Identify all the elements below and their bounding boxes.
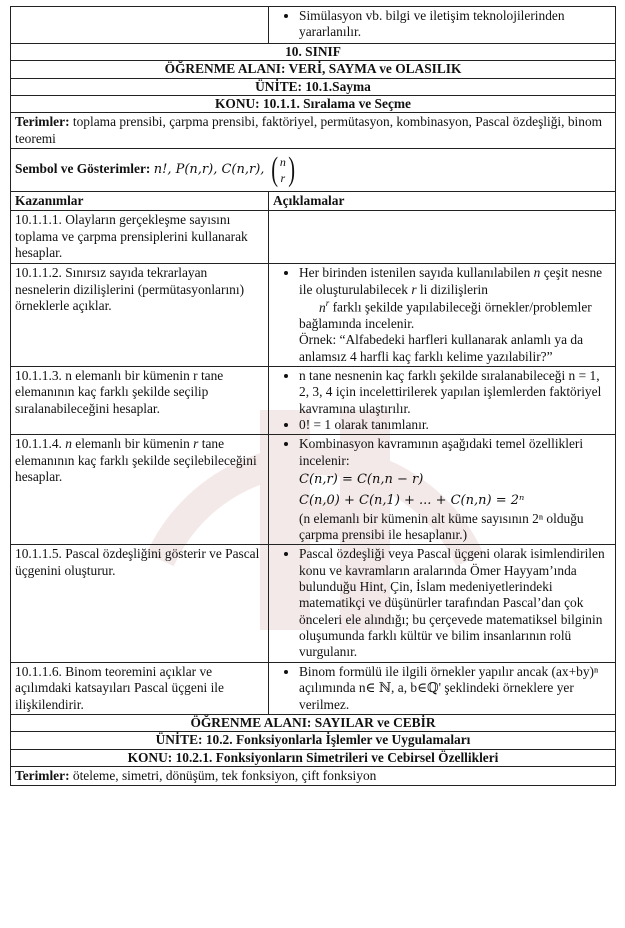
- terms-label: Terimler:: [15, 767, 70, 783]
- bullet-item: • n tane nesnenin kaç farklı şekilde sıralanabileceği n = 1, 2, 3, 4 için incelettirilerek yapılan işlemlerden faktöriyel kavramına ulaştırılır.: [299, 368, 611, 417]
- topic-heading: KONU: 10.2.1. Fonksiyonların Simetrileri ve Cebirsel Özellikleri: [11, 749, 616, 766]
- formula-sum: C(n,0) + C(n,1) + ... + C(n,n) = 2ⁿ: [299, 492, 525, 508]
- column-header-row: [11, 192, 616, 211]
- symbols-expression: n!, P(n,r), C(n,r),: [153, 162, 269, 178]
- bullet-item: • Pascal özdeşliği veya Pascal üçgeni olarak isimlendirilen konu ve kavramların aralarında Ömer Hayyam’ında bulunduğu Hint, Çin, İslam medeniyetlerindeki matematikçi ve düşünürler tarafından Pascal’dan çok önceleri ele alındığı; bu çerçevede matematiksel bilginin oluşumunda farklı kültür ve bilim insanlarının rolü vurgulanır.: [299, 546, 611, 660]
- outcome-cell: 10.1.1.4. n elemanlı bir kümenin r tane elemanının kaç farklı şekilde seçilebileceğini hesaplar.: [11, 435, 269, 545]
- table-row: [11, 435, 616, 545]
- terms-row: [11, 766, 616, 785]
- header-aciklamalar: Açıklamalar: [273, 193, 345, 209]
- formula-note: (n elemanlı bir kümenin alt küme sayısının 2ⁿ olduğu çarpma prensibi ile hesaplanır.): [299, 510, 584, 543]
- bullet-item: • Binom formülü ile ilgili örnekler yapılır ancak (ax+by)ⁿ açılımında n∈ ℕ, a, b∈ℚ' şeklindeki örneklere yer verilmez.: [299, 664, 611, 713]
- table-row: [11, 366, 616, 434]
- bullet-item: • Her birinden istenilen sayıda kullanılabilen n çeşit nesne ile oluşturulabilecek r li dizilişlerin $n^r$ farklı şekilde yapılabileceği örnekler/problemler bağlamında incelenir. Örnek: “Alfabedeki harfleri kullanarak anlamlı ya da anlamsız 4 harfli kaç farklı kelime yazılabilir?”: [299, 265, 611, 365]
- terms-label: Terimler:: [15, 114, 70, 130]
- continuation-row: [11, 7, 616, 44]
- curriculum-table: [10, 6, 616, 786]
- binomial-symbol: ( n r ): [270, 151, 295, 189]
- formula-symmetry: C(n,r) = C(n,n − r): [299, 472, 424, 487]
- header-kazanimlar: Kazanımlar: [15, 193, 84, 209]
- bullet-item: • 0! = 1 olarak tanımlanır.: [299, 417, 611, 433]
- outcome-cell: 10.1.1.5. Pascal özdeşliğini gösterir ve Pascal üçgenini oluşturur.: [11, 545, 269, 662]
- outcome-cell: 10.1.1.6. Binom teoremini açıklar ve açılımdaki katsayıları Pascal üçgeni ile ilişkilendirir.: [11, 662, 269, 714]
- table-row: [11, 211, 616, 264]
- symbols-row: [11, 149, 616, 192]
- terms-row: [11, 113, 616, 149]
- bullet-item: • Kombinasyon kavramının aşağıdaki temel özellikleri incelenir: C(n,r) = C(n,n − r) C(n,0) + C(n,1) + ... + C(n,n) = 2ⁿ (n elemanlı bir kümenin alt küme sayısının 2ⁿ olduğu çarpma prensibi ile hesaplanır.): [299, 436, 611, 543]
- terms-text: toplama prensibi, çarpma prensibi, faktöriyel, permütasyon, kombinasyon, Pascal özdeşliği, binom teoremi: [15, 114, 603, 146]
- topic-heading: KONU: 10.1.1. Sıralama ve Seçme: [11, 96, 616, 113]
- learning-area-heading: ÖĞRENME ALANI: VERİ, SAYMA ve OLASILIK: [11, 61, 616, 78]
- unit-heading: ÜNİTE: 10.1.Sayma: [11, 78, 616, 95]
- learning-area-heading: ÖĞRENME ALANI: SAYILAR ve CEBİR: [11, 714, 616, 731]
- table-row: [11, 264, 616, 367]
- bullet-item: • Simülasyon vb. bilgi ve iletişim teknolojilerinden yararlanılır.: [299, 8, 611, 41]
- terms-text: öteleme, simetri, dönüşüm, tek fonksiyon, çift fonksiyon: [69, 767, 377, 783]
- table-row: [11, 662, 616, 714]
- outcome-cell: 10.1.1.2. Sınırsız sayıda tekrarlayan nesnelerin dizilişlerini (permütasyonlarını) örneklerle açıklar.: [11, 264, 269, 367]
- table-row: [11, 545, 616, 662]
- outcome-cell: 10.1.1.1. Olayların gerçekleşme sayısını toplama ve çarpma prensiplerini kullanarak hesaplar.: [11, 211, 269, 264]
- symbols-label: Sembol ve Gösterimler:: [15, 161, 151, 177]
- unit-heading: ÜNİTE: 10.2. Fonksiyonlarla İşlemler ve Uygulamaları: [11, 732, 616, 749]
- grade-heading: 10. SINIF: [11, 44, 616, 61]
- outcome-cell: 10.1.1.3. n elemanlı bir kümenin r tane elemanının kaç farklı şekilde seçilip sıralanabileceğini hesaplar.: [11, 366, 269, 434]
